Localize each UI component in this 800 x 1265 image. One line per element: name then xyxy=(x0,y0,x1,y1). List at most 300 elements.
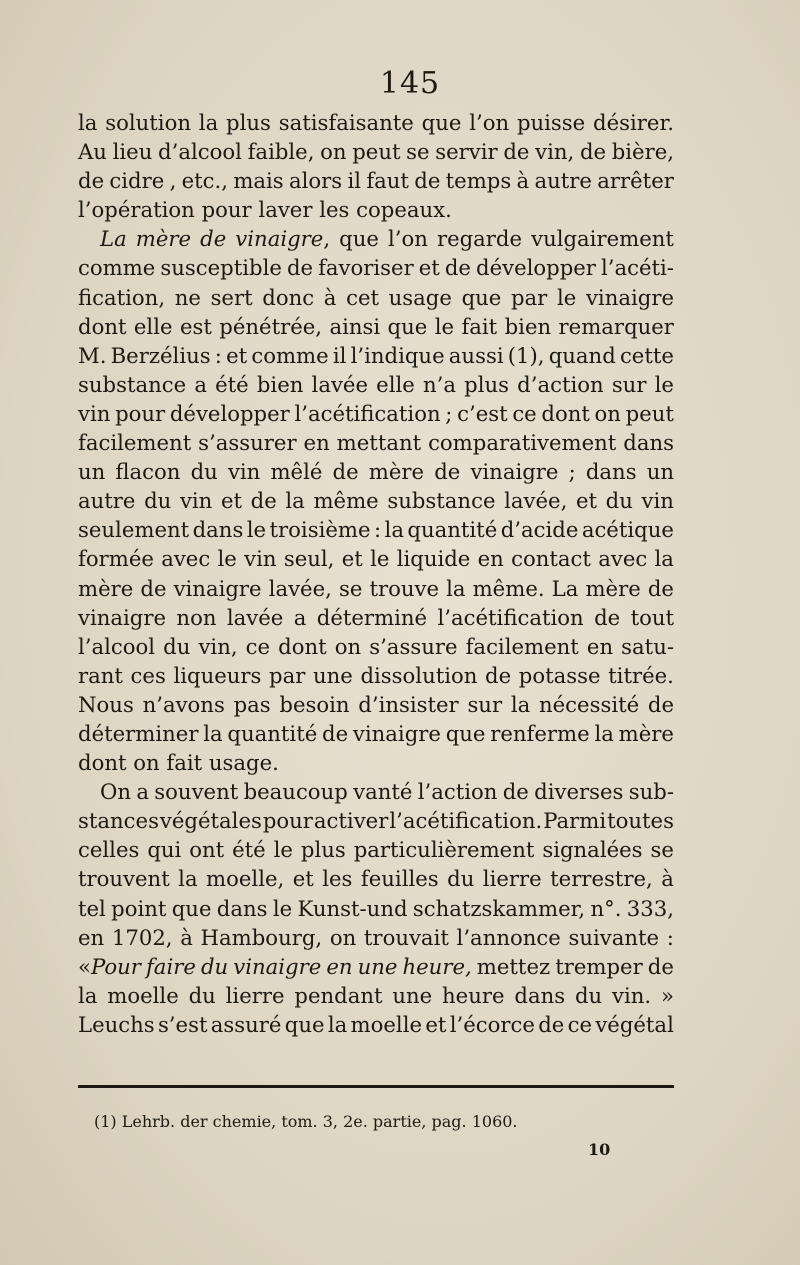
word: vin, xyxy=(198,633,238,659)
word: M. xyxy=(78,342,107,368)
word: une xyxy=(357,953,398,979)
word: que xyxy=(339,226,379,252)
word: fait xyxy=(461,313,498,339)
word: formée xyxy=(78,546,154,572)
text-line xyxy=(78,515,674,544)
text-line xyxy=(78,137,674,166)
word: le xyxy=(217,546,237,572)
text-line xyxy=(78,923,674,952)
word: heure xyxy=(442,982,505,1008)
word: la xyxy=(594,720,614,746)
word: on xyxy=(334,633,362,659)
word: On xyxy=(100,779,132,805)
word: vin. xyxy=(612,982,652,1008)
word: rant xyxy=(78,662,123,688)
word: pour xyxy=(201,197,252,223)
word: sur xyxy=(467,691,503,717)
word: le xyxy=(370,546,390,572)
word: que xyxy=(387,313,428,339)
word: vin xyxy=(179,488,213,514)
word: l’indique xyxy=(350,342,445,368)
word: que xyxy=(171,895,212,921)
word: La xyxy=(100,226,127,252)
word: tout xyxy=(630,604,674,630)
word: ce xyxy=(512,400,537,426)
text-line xyxy=(78,806,674,835)
word: le xyxy=(273,837,293,863)
word: même. xyxy=(472,575,545,601)
text-line xyxy=(78,457,674,486)
word: de xyxy=(647,575,674,601)
word: a xyxy=(293,604,307,630)
word: du xyxy=(605,488,633,514)
word: elle xyxy=(376,371,415,397)
word: s’est xyxy=(157,1011,208,1037)
word: nécessité xyxy=(538,691,640,717)
word: : xyxy=(373,517,382,543)
word: végétales xyxy=(159,808,262,834)
word: une xyxy=(392,982,433,1008)
word: usage xyxy=(388,284,452,310)
word: cet xyxy=(346,284,379,310)
word: il xyxy=(332,342,347,368)
word: lavée, xyxy=(268,575,332,601)
word: on xyxy=(320,139,347,165)
word: la xyxy=(654,546,674,572)
word: , xyxy=(169,168,177,194)
word: développer xyxy=(169,400,290,426)
word: est xyxy=(179,313,212,339)
text-line xyxy=(78,777,674,806)
word: Nous xyxy=(78,691,134,717)
word: autre xyxy=(78,488,136,514)
word: et xyxy=(341,546,363,572)
word: La xyxy=(551,575,579,601)
word: satisfaisante xyxy=(278,110,414,135)
word: du xyxy=(190,459,218,485)
word: plus xyxy=(226,110,271,135)
word: Berzélius xyxy=(110,342,211,368)
word: vinaigre xyxy=(585,284,674,310)
word: du xyxy=(144,488,172,514)
word: sert xyxy=(210,284,253,310)
word: et xyxy=(575,488,597,514)
word: été xyxy=(215,371,249,397)
word: ainsi xyxy=(329,313,381,339)
word: se xyxy=(650,837,674,863)
word: de xyxy=(647,691,674,717)
word: pour xyxy=(262,808,313,834)
word: activer xyxy=(313,808,389,834)
word: de xyxy=(200,226,227,252)
word: vin xyxy=(227,459,261,485)
word: suivante xyxy=(568,924,660,950)
word: la xyxy=(203,720,223,746)
word: de xyxy=(485,662,512,688)
word: c’est xyxy=(457,400,508,426)
word: que xyxy=(461,284,502,310)
footnote: (1) Lehrb. der chemie, tom. 3, 2e. partie, pag. 1060. xyxy=(94,1112,518,1131)
word: du xyxy=(188,982,216,1008)
word: (1), xyxy=(507,342,545,368)
word: donc xyxy=(262,284,315,310)
word: vanté xyxy=(353,779,413,805)
word: plus xyxy=(300,837,346,863)
word: particulièrement xyxy=(353,837,535,863)
word: l’acétification. xyxy=(389,808,543,834)
word: lierre xyxy=(225,982,285,1008)
word: regarde xyxy=(436,226,523,252)
word: tel xyxy=(78,895,106,921)
word: vin, xyxy=(535,139,575,165)
word: facilement xyxy=(78,430,192,456)
word: de xyxy=(434,459,461,485)
word: vinaigre xyxy=(173,575,262,601)
word: la xyxy=(446,575,466,601)
word: végétal xyxy=(595,1011,674,1037)
word: favoriser xyxy=(318,255,414,281)
word: mais xyxy=(233,168,284,194)
word: trouvait xyxy=(363,924,449,950)
word: que xyxy=(445,720,486,746)
word: mère xyxy=(135,226,192,252)
word: le xyxy=(434,313,455,339)
word: un xyxy=(646,459,674,485)
word: vinaigre xyxy=(352,720,441,746)
word: s’assure xyxy=(369,633,458,659)
word: la xyxy=(198,110,219,135)
word: d’acide xyxy=(500,517,579,543)
word: faible, xyxy=(247,139,315,165)
word: fication, xyxy=(78,284,166,310)
word: l’écorce xyxy=(449,1011,535,1037)
word: dans xyxy=(514,982,566,1008)
word: ces xyxy=(130,662,166,688)
word: désirer. xyxy=(593,110,674,135)
word: dans xyxy=(192,517,244,543)
text-line xyxy=(78,370,674,399)
word: vinaigre xyxy=(470,459,559,485)
word: que xyxy=(284,1011,325,1037)
word: laver xyxy=(258,197,313,223)
text-line xyxy=(78,1010,674,1039)
word: servir xyxy=(435,139,498,165)
word: la xyxy=(178,866,198,892)
word: et xyxy=(425,1011,447,1037)
word: mêlé xyxy=(270,459,323,485)
word: liquide xyxy=(396,546,471,572)
word: et xyxy=(418,255,440,281)
word: cidre xyxy=(109,168,165,194)
word: toutes xyxy=(607,808,674,834)
text-line xyxy=(78,981,674,1010)
word: plus xyxy=(464,371,509,397)
word: d’insister xyxy=(358,691,459,717)
word: substance xyxy=(387,488,496,514)
word: Kunst-und xyxy=(297,895,408,921)
word: pendant xyxy=(294,982,383,1008)
word: lavée, xyxy=(504,488,568,514)
word: cette xyxy=(619,342,674,368)
word: stances xyxy=(78,808,159,834)
word: feuilles xyxy=(360,866,439,892)
word: les xyxy=(319,197,350,223)
word: bien xyxy=(504,313,552,339)
text-line xyxy=(78,690,674,719)
text-line xyxy=(78,952,674,981)
word: par xyxy=(269,662,306,688)
word: vinaigre xyxy=(78,604,167,630)
word: et xyxy=(292,866,314,892)
word: avec xyxy=(598,546,648,572)
word: le xyxy=(246,517,267,543)
word: en xyxy=(477,546,504,572)
word: comparativement xyxy=(428,430,617,456)
word: moelle, xyxy=(206,866,285,892)
word: que xyxy=(421,110,462,135)
word: etc., xyxy=(181,168,229,194)
word: assuré xyxy=(210,1011,282,1037)
word: la xyxy=(384,517,404,543)
word: d’action xyxy=(517,371,604,397)
word: signalées xyxy=(542,837,643,863)
word: le xyxy=(654,371,674,397)
word: solution xyxy=(105,110,191,135)
word: schatzskammer, xyxy=(412,895,586,921)
word: la xyxy=(78,110,98,135)
word: dont xyxy=(78,313,127,339)
word: aussi xyxy=(448,342,504,368)
word: du xyxy=(163,633,191,659)
word: mettez xyxy=(476,953,551,979)
word: bière, xyxy=(611,139,674,165)
word: pour xyxy=(115,400,166,426)
word: développer xyxy=(476,255,596,281)
word: titrée. xyxy=(608,662,674,688)
word: l’acétification xyxy=(294,400,441,426)
word: quantité xyxy=(227,720,318,746)
word: vin xyxy=(641,488,674,514)
word: Parmi xyxy=(543,808,607,834)
word: n’avons xyxy=(142,691,225,717)
word: seul, xyxy=(283,546,335,572)
word: satu- xyxy=(621,633,674,659)
word: usage. xyxy=(208,750,279,776)
word: trouve xyxy=(369,575,440,601)
word: pas xyxy=(233,691,271,717)
word: l’opération xyxy=(78,197,195,223)
text-line xyxy=(78,486,674,515)
word: 333, xyxy=(626,895,674,921)
word: non xyxy=(176,604,217,630)
word: il xyxy=(347,168,362,194)
text-line xyxy=(78,108,674,137)
word: une xyxy=(312,662,353,688)
word: peut xyxy=(352,139,401,165)
text-line xyxy=(78,894,674,923)
word: ce xyxy=(567,1011,593,1037)
word: du xyxy=(200,953,229,979)
body-text xyxy=(78,108,674,1039)
word: qui xyxy=(147,837,182,863)
text-line xyxy=(78,544,674,573)
word: Hambourg, xyxy=(200,924,323,950)
word: la xyxy=(510,691,531,717)
word: et xyxy=(226,342,248,368)
word: à xyxy=(180,924,193,950)
word: l’alcool xyxy=(78,633,156,659)
text-line xyxy=(78,632,674,661)
text-line xyxy=(78,574,674,603)
word: d’alcool xyxy=(158,139,242,165)
word: seulement xyxy=(78,517,190,543)
word: a xyxy=(194,371,207,397)
word: ont xyxy=(189,837,225,863)
word: n’a xyxy=(422,371,456,397)
word: celles xyxy=(78,837,140,863)
word: on xyxy=(133,750,160,776)
word: de xyxy=(503,139,530,165)
word: de xyxy=(579,139,607,165)
word: l’annonce xyxy=(456,924,561,950)
word: peut xyxy=(625,400,674,426)
word: troisième xyxy=(269,517,371,543)
word: souvent xyxy=(154,779,239,805)
word: fait xyxy=(166,750,203,776)
word: susceptible xyxy=(160,255,282,281)
word: arrêter xyxy=(597,168,674,194)
word: on xyxy=(594,400,621,426)
word: à xyxy=(661,866,674,892)
word: contact xyxy=(511,546,591,572)
word: 1702, xyxy=(111,924,173,950)
word: besoin xyxy=(279,691,350,717)
word: en xyxy=(326,953,353,979)
word: dans xyxy=(585,459,637,485)
word: dans xyxy=(623,430,674,456)
word: Au xyxy=(78,139,107,165)
text-line xyxy=(78,835,674,864)
word: dont xyxy=(278,633,327,659)
word: du xyxy=(447,866,475,892)
word: liqueurs xyxy=(173,662,262,688)
word: Leuchs xyxy=(78,1011,155,1037)
word: «Pour xyxy=(78,953,141,979)
word: se xyxy=(406,139,430,165)
word: même xyxy=(313,488,379,514)
word: ne xyxy=(174,284,201,310)
word: sur xyxy=(611,371,647,397)
word: flacon xyxy=(115,459,181,485)
word: s’assurer xyxy=(198,430,297,456)
word: » xyxy=(660,982,674,1008)
word: autre xyxy=(534,168,592,194)
word: déterminé xyxy=(316,604,428,630)
word: copeaux. xyxy=(356,197,452,223)
word: à xyxy=(516,168,530,194)
text-line xyxy=(78,195,674,224)
word: dissolution xyxy=(360,662,478,688)
word: beaucoup xyxy=(243,779,348,805)
word: comme xyxy=(251,342,329,368)
word: heure, xyxy=(402,953,472,979)
text-line xyxy=(78,224,674,253)
word: ce xyxy=(245,633,271,659)
word: de xyxy=(414,168,441,194)
word: et xyxy=(220,488,243,514)
word: dont xyxy=(78,750,127,776)
word: mettant xyxy=(336,430,422,456)
word: l’action xyxy=(417,779,498,805)
text-line xyxy=(78,399,674,428)
text-line xyxy=(78,253,674,282)
word: de xyxy=(332,459,359,485)
word: de xyxy=(538,1011,565,1037)
text-line xyxy=(78,603,674,632)
word: facilement xyxy=(465,633,579,659)
word: en xyxy=(78,924,105,950)
word: en xyxy=(303,430,330,456)
word: été xyxy=(232,837,266,863)
word: moelle xyxy=(107,982,179,1008)
word: temps xyxy=(445,168,512,194)
word: mère xyxy=(618,720,674,746)
word: mère xyxy=(368,459,425,485)
word: un xyxy=(78,459,106,485)
text-line xyxy=(78,283,674,312)
word: vin xyxy=(244,546,277,572)
word: point xyxy=(111,895,167,921)
word: faut xyxy=(366,168,409,194)
word: mère xyxy=(78,575,134,601)
text-line xyxy=(78,864,674,893)
word: vinaigre, xyxy=(235,226,331,252)
word: la xyxy=(78,982,98,1008)
word: la xyxy=(327,1011,348,1037)
word: substance xyxy=(78,371,187,397)
text-line xyxy=(78,719,674,748)
word: vulgairement xyxy=(531,226,674,252)
word: on xyxy=(329,924,357,950)
word: n°. xyxy=(590,895,622,921)
word: de xyxy=(444,255,471,281)
word: pénétrée, xyxy=(219,313,323,339)
word: de xyxy=(647,953,674,979)
text-line xyxy=(78,312,674,341)
word: l’acétification xyxy=(437,604,584,630)
text-line xyxy=(78,748,674,777)
word: acétique xyxy=(581,517,674,543)
word: : xyxy=(666,924,674,950)
word: vinaigre xyxy=(233,953,322,979)
text-line xyxy=(78,428,674,457)
word: lavée xyxy=(311,371,369,397)
word: de xyxy=(250,488,277,514)
word: se xyxy=(338,575,363,601)
word: de xyxy=(140,575,167,601)
word: elle xyxy=(133,313,173,339)
word: vin xyxy=(78,400,111,426)
word: potasse xyxy=(518,662,601,688)
word: lierre xyxy=(482,866,542,892)
word: lavée xyxy=(226,604,284,630)
text-line xyxy=(78,661,674,690)
word: le xyxy=(272,895,293,921)
footnote-rule xyxy=(78,1085,674,1088)
word: puisse xyxy=(516,110,586,135)
word: diverses xyxy=(534,779,624,805)
word: trouvent xyxy=(78,866,170,892)
